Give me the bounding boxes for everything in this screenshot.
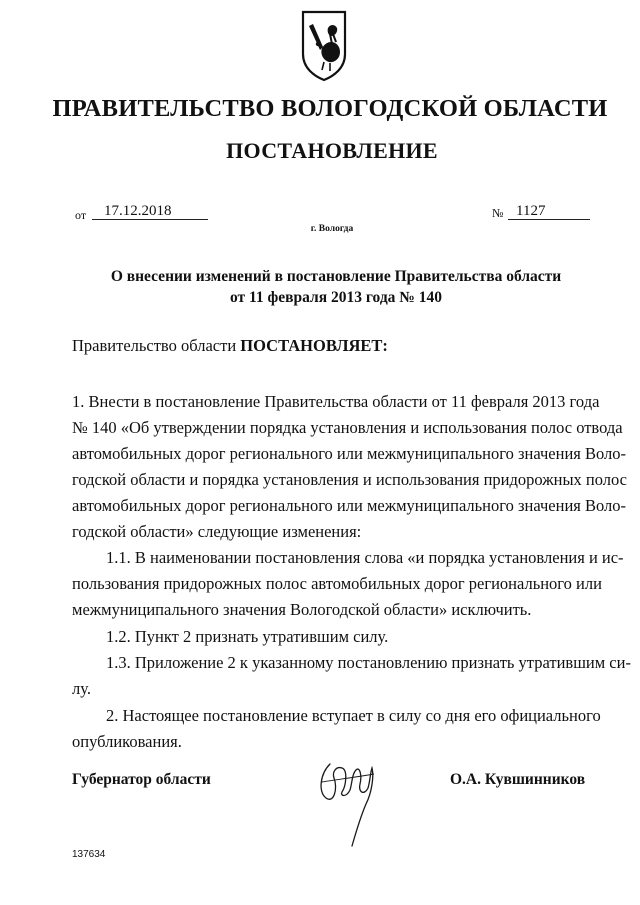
handwritten-signature — [312, 752, 382, 852]
body-line: лу. — [72, 679, 91, 698]
government-title: ПРАВИТЕЛЬСТВО ВОЛОГОДСКОЙ ОБЛАСТИ — [52, 95, 608, 122]
body-line: 1.1. В наименовании постановления слова «и порядка установления и ис- — [106, 548, 624, 567]
date-underline — [92, 219, 208, 220]
body-line: годской области» следующие изменения: — [72, 522, 362, 541]
date-label: от — [75, 208, 87, 222]
coat-of-arms-emblem — [300, 10, 348, 82]
subject-line-2: от 11 февраля 2013 года № 140 — [230, 289, 442, 306]
number-label: № — [492, 206, 504, 220]
body-line: автомобильных дорог регионального или межмуниципального значения Воло- — [72, 444, 627, 463]
body-line: 1.2. Пункт 2 признать утратившим силу. — [106, 627, 389, 646]
document-number: 1127 — [516, 203, 546, 219]
document-subject — [110, 266, 562, 308]
body-line: опубликования. — [72, 732, 182, 751]
body-line: пользования придорожных полос автомобильных дорог регионального или — [72, 574, 602, 593]
body-line: 1. Внести в постановление Правительства области от 11 февраля 2013 года — [72, 392, 600, 411]
body-line: годской области и порядка установления и использования придорожных полос — [72, 470, 627, 489]
city-name: г. Вологда — [310, 224, 354, 234]
document-type-title: ПОСТАНОВЛЕНИЕ — [226, 138, 438, 163]
body-line: 1.3. Приложение 2 к указанному постановлению признать утратившим си- — [106, 653, 631, 672]
preamble — [72, 336, 388, 356]
document-date: 17.12.2018 — [104, 203, 172, 219]
body-line: межмуниципального значения Вологодской области» исключить. — [72, 600, 532, 619]
body-line: 2. Настоящее постановление вступает в силу со дня его официального — [106, 706, 601, 725]
signer-title: Губернатор области — [72, 771, 211, 788]
body-line: № 140 «Об утверждении порядка установления и использования полос отвода — [72, 418, 623, 437]
number-underline — [508, 219, 590, 220]
document-code: 137634 — [72, 849, 106, 860]
signer-name: О.А. Кувшинников — [450, 771, 586, 788]
preamble-text: Правительство области — [72, 336, 241, 355]
body-line: автомобильных дорог регионального или межмуниципального значения Воло- — [72, 496, 627, 515]
subject-line-1: О внесении изменений в постановление Правительства области — [110, 268, 562, 285]
preamble-resolves: ПОСТАНОВЛЯЕТ: — [240, 336, 388, 355]
